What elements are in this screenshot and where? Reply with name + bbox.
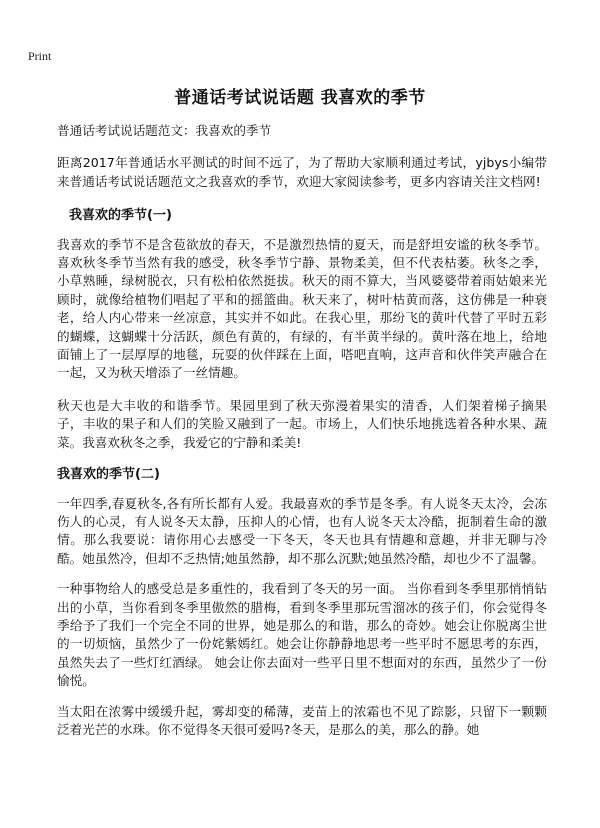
intro-paragraph: 距离2017年普通话水平测试的时间不远了，为了帮助大家顺利通过考试，yjbys小编带来普通话考试说话题范文之我喜欢的季节，欢迎大家阅读参考，更多内容请关注文档网! (57, 155, 547, 189)
section-1-paragraph-2: 秋天也是大丰收的和谐季节。果园里到了秋天弥漫着果实的清香，人们架着梯子摘果子，丰收的果子和人们的笑脸又融到了一起。市场上，人们快乐地挑选着各种水果、蔬菜。我喜欢秋冬之季，我爱它的宁静和柔美! (57, 397, 547, 450)
article-subtitle: 普通话考试说话题范文：我喜欢的季节 (57, 123, 272, 138)
article-body (57, 122, 547, 753)
section-1-heading: 我喜欢的季节(一) (69, 208, 172, 224)
section-2-paragraph-1: 一年四季,春夏秋冬,各有所长都有人爱。我最喜欢的季节是冬季。有人说冬天太冷，会冻伤人的心灵，有人说冬天太静，压抑人的心情，也有人说冬天太冷酷，扼制着生命的激情。那么我要说：请你用心去感受一下冬天，冬天也具有情趣和意趣，并非无聊与冷酷。她虽然冷，但却不乏热情;她虽然静，却不那么沉默;她虽然冷酷，却也少不了温馨。 (57, 495, 547, 566)
print-link[interactable]: Print (28, 49, 52, 63)
section-1-paragraph-1: 我喜欢的季节不是含苞欲放的春天，不是激烈热情的夏天，而是舒坦安谧的秋冬季节。喜欢秋冬季节当然有我的感受，秋冬季节宁静、景物柔美，但不代表枯萎。秋冬之季，小草熟睡，绿树脱衣，只有松柏依然挺拔。秋天的雨不算大，当风婆婆带着雨姑娘来光顾时，就像给植物们唱起了平和的摇篮曲。秋天来了，树叶枯黄而落，这仿佛是一种衰老，给人内心带来一丝凉意，其实并不如此。在我心里，那纷飞的黄叶代替了平时五彩的蝴蝶，这蝴蝶十分活跃，颜色有黄的，有绿的，有半黄半绿的。黄叶落在地上，给地面铺上了一层厚厚的地毯，玩耍的伙伴踩在上面，嗒吧直响，这声音和伙伴笑声融合在一起，又为秋天增添了一丝情趣。 (57, 236, 547, 381)
page-title: 普通话考试说话题 我喜欢的季节 (174, 88, 426, 108)
section-2-paragraph-2: 一种事物给人的感受总是多重性的，我看到了冬天的另一面。 当你看到冬季里那悄悄钻出的小草，当你看到冬季里傲然的腊梅，看到冬季里那玩雪溜冰的孩子们，你会觉得冬季给予了我们一个完全不同的世界，她是那么的和谐，那么的奇妙。她会让你脱离尘世的一切烦恼，虽然少了一份姹紫嫣红。她会让你静静地思考一些平时不愿思考的东西，虽然失去了一些灯红酒绿。 她会让你去面对一些平日里不想面对的东西，虽然少了一份愉悦。 (57, 581, 547, 689)
section-2-heading: 我喜欢的季节(二) (57, 467, 160, 483)
section-2-paragraph-3: 当太阳在浓雾中缓缓升起，雾却变的稀薄，麦苗上的浓霜也不见了踪影，只留下一颗颗泛着光芒的水珠。你不觉得冬天很可爱吗?冬天，是那么的美，那么的静。她 (57, 703, 547, 737)
